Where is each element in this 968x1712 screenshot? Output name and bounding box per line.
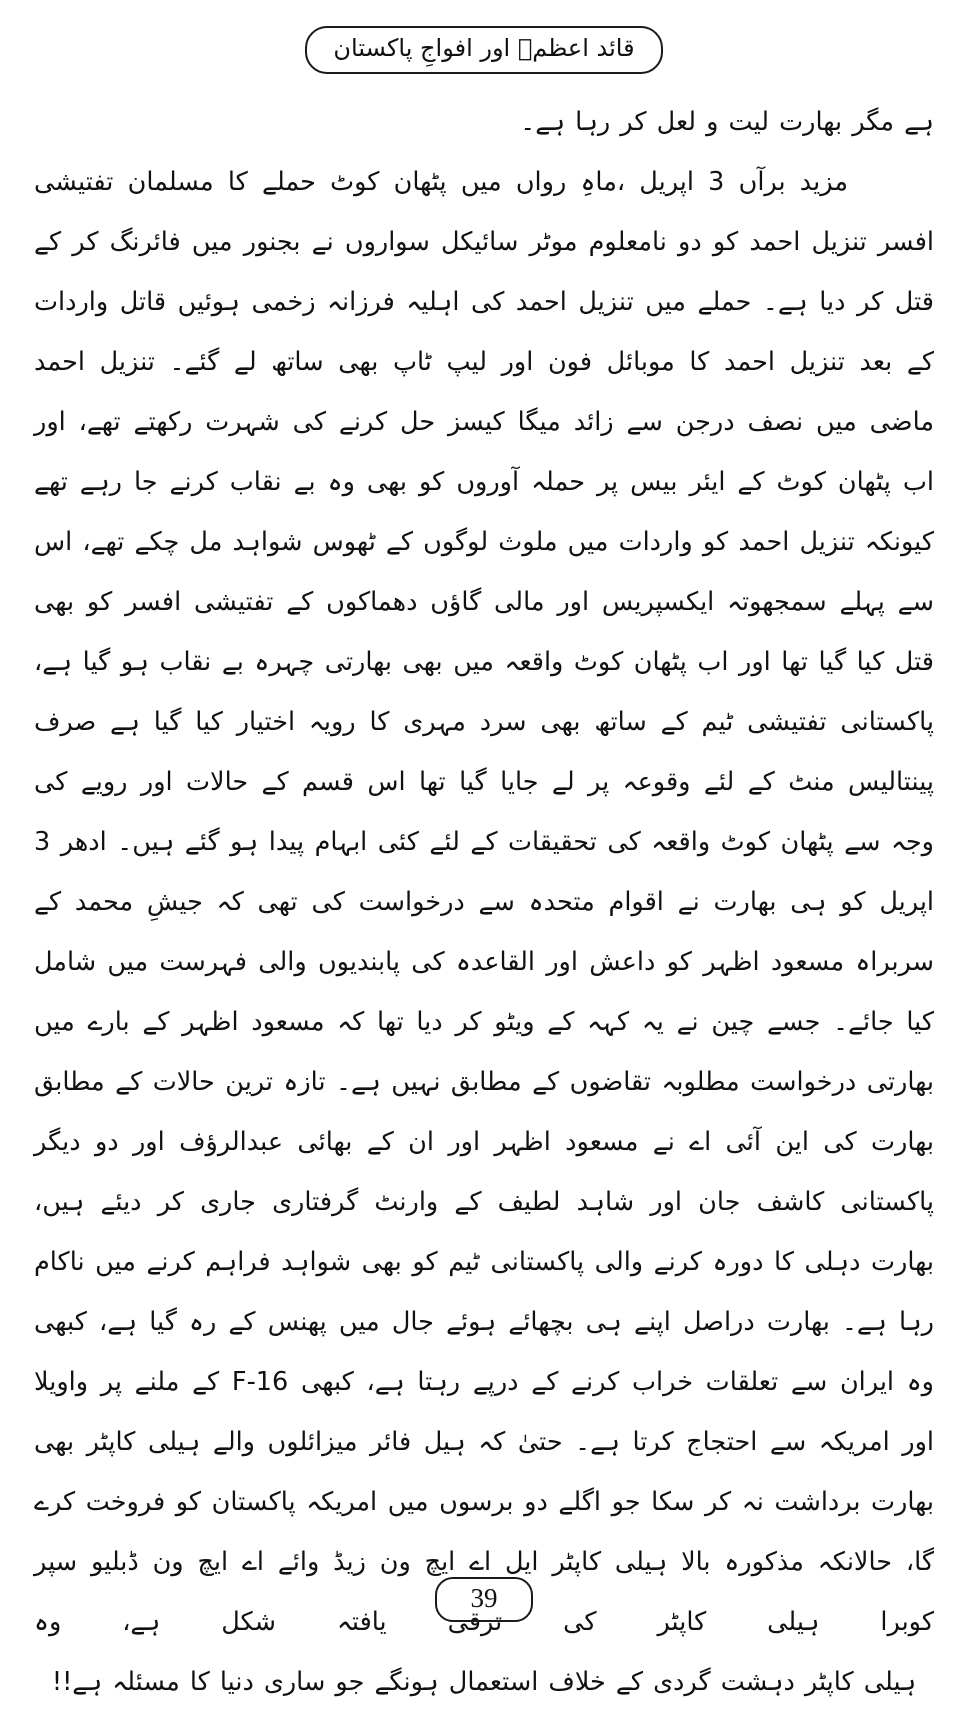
paragraph-main: مزید برآں 3 اپریل ،ماہِ رواں میں پٹھان کوٹ حملے کا مسلمان تفتیشی افسر تنزیل احمد کو دو نامعلوم موٹر سائیکل سواروں نے بجنور میں فائرنگ کر کے قتل کر دیا ہے۔ حملے میں تنزیل احمد کی اہلیہ فرزانہ زخمی ہوئیں قاتل واردات کے بعد تنزیل احمد کا موبائل فون اور لیپ ٹاپ بھی ساتھ لے گئے۔ تنزیل احمد ماضی میں نصف درجن سے زائد میگا کیسز حل کرنے کی شہرت رکھتے تھے، اور اب پٹھان کوٹ کے ایئر بیس پر حملہ آوروں کو بھی وہ بے نقاب کرنے جا رہے تھے کیونکہ تنزیل احمد کو واردات میں ملوث لوگوں کے ٹھوس شواہد مل چکے تھے، اس سے پہلے سمجھوتہ ایکسپریس اور مالی گاؤں دھماکوں کے تفتیشی افسر کو بھی قتل کیا گیا تھا اور اب پٹھان کوٹ واقعہ میں بھی بھارتی چہرہ بے نقاب ہو گیا ہے، پاکستانی تفتیشی ٹیم کے ساتھ بھی سرد مہری کا رویہ اختیار کیا گیا ہے صرف پینتالیس منٹ کے لئے وقوعہ پر لے جایا گیا تھا اس قسم کے حالات اور رویے کی وجہ سے پٹھان کوٹ واقعہ کی تحقیقات کے لئے کئی ابہام پیدا ہو گئے ہیں۔ ادھر 3 اپریل کو ہی بھارت نے اقوام متحدہ سے درخواست کی تھی کہ جیشِ محمد کے سربراہ مسعود اظہر کو داعش اور القاعدہ کی پابندیوں والی فہرست میں شامل کیا جائے۔ جسے چین نے یہ کہہ کے ویٹو کر دیا تھا کہ مسعود اظہر کے بارے میں بھارتی درخواست مطلوبہ تقاضوں کے مطابق نہیں ہے۔ تازہ ترین حالات کے مطابق بھارت کی این آئی اے نے مسعود اظہر اور ان کے بھائی عبدالرؤف اور دو دیگر پاکستانی کاشف جان اور شاہد لطیف کے وارنٹ گرفتاری جاری کر دیئے ہیں، بھارت دہلی کا دورہ کرنے والی پاکستانی ٹیم کو بھی شواہد فراہم کرنے میں ناکام رہا ہے۔ بھارت دراصل اپنے ہی بچھائے ہوئے جال میں پھنس کے رہ گیا ہے، کبھی وہ ایران سے تعلقات خراب کرنے کے درپے رہتا ہے، کبھی F-16 کے ملنے پر واویلا اور امریکہ سے احتجاج کرتا ہے۔ حتیٰ کہ ہیل فائر میزائلوں والے ہیلی کاپٹر بھی بھارت برداشت نہ کر سکا جو اگلے دو برسوں میں امریکہ پاکستان کو فروخت کرے گا، حالانکہ مذکورہ بالا ہیلی کاپٹر ایل اے ایچ ون زیڈ وائے اے ایچ ون ڈبلیو سپر کوبرا ہیلی کاپٹر کی ترقی یافتہ شکل ہے، وہ [34, 167, 934, 1637]
paragraph-opening [34, 92, 934, 152]
header-title: قائد اعظمؒ اور افواجِ پاکستان [305, 26, 662, 74]
page-header [0, 26, 968, 74]
page-footer [0, 1577, 968, 1622]
paragraph-closing: ہیلی کاپٹر دہشت گردی کے خلاف استعمال ہونگے جو ساری دنیا کا مسئلہ ہے!! [51, 1667, 917, 1697]
paragraph-opening-text: ہے مگر بھارت لیت و لعل کر رہا ہے۔ [520, 107, 934, 137]
page-number: 39 [435, 1577, 533, 1622]
article-body [34, 92, 934, 1712]
